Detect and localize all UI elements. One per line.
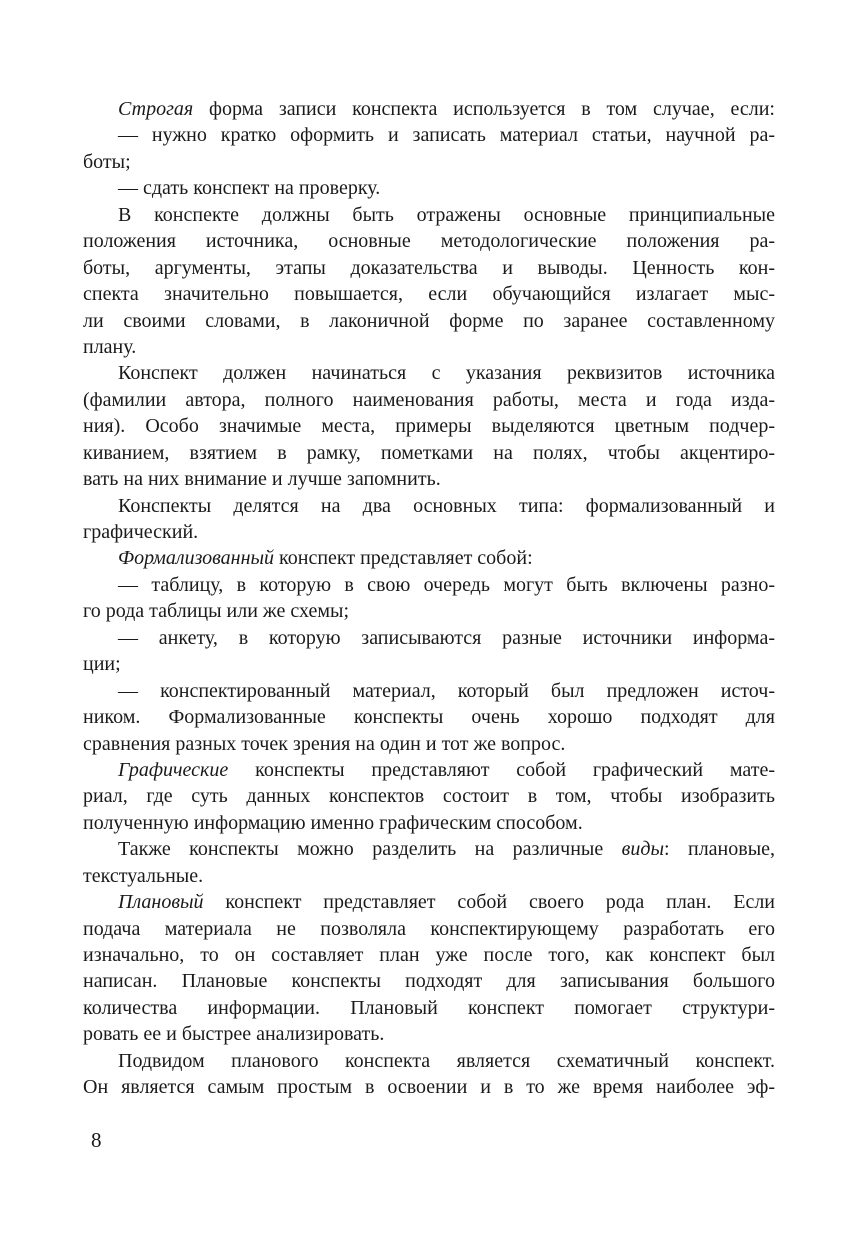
text-line: [83, 1021, 775, 1047]
text-line: [83, 836, 775, 862]
italic-text-segment: Строгая: [118, 98, 194, 120]
text-segment: : плановые,: [664, 838, 776, 861]
text-segment: вать на них внимание и лучше запомнить.: [83, 468, 441, 491]
text-line: [83, 1074, 775, 1100]
text-segment: — таблицу, в которую в свою очередь могут быть включены разно-: [118, 573, 775, 596]
text-segment: написан. Плановые конспекты подходят для записывания большого: [83, 970, 775, 993]
text-line: [83, 863, 775, 889]
text-line: [83, 1048, 775, 1074]
page-number: 8: [91, 1128, 102, 1152]
text-line: [83, 466, 775, 492]
text-segment: положения источника, основные методологические положения ра-: [83, 230, 775, 253]
text-segment: (фамилии автора, полного наименования работы, места и года изда-: [83, 388, 775, 411]
text-segment: форма записи конспекта используется в том случае, если:: [193, 98, 775, 120]
text-segment: полученную информацию именно графическим способом.: [83, 811, 583, 834]
text-line: [83, 704, 775, 730]
text-line: [83, 545, 775, 571]
text-line: [83, 678, 775, 704]
text-line: [83, 281, 775, 307]
text-line: [83, 942, 775, 968]
text-line: [83, 149, 775, 175]
text-line: [83, 175, 775, 201]
text-line: [83, 387, 775, 413]
text-line: [83, 334, 775, 360]
text-segment: киванием, взятием в рамку, пометками на полях, чтобы акцентиро-: [83, 441, 775, 464]
italic-text-segment: виды: [621, 838, 664, 861]
text-segment: — конспектированный материал, который был предложен источ-: [118, 679, 775, 702]
text-segment: сравнения разных точек зрения на один и тот же вопрос.: [83, 732, 566, 755]
text-line: [83, 255, 775, 281]
text-line: [83, 308, 775, 334]
text-segment: — анкету, в которую записываются разные источники информа-: [118, 626, 775, 649]
text-line: [83, 572, 775, 598]
text-segment: риал, где суть данных конспектов состоит в том, чтобы изобразить: [83, 785, 775, 808]
text-segment: Конспекты делятся на два основных типа: формализованный и: [118, 494, 775, 517]
text-segment: конспекты представляют собой графический мате-: [228, 758, 775, 781]
text-segment: го рода таблицы или же схемы;: [83, 600, 350, 623]
text-segment: — нужно кратко оформить и записать материал статьи, научной ра-: [118, 124, 775, 147]
text-line: [83, 440, 775, 466]
text-segment: Он является самым простым в освоении и в то же время наиболее эф-: [83, 1076, 775, 1099]
text-segment: Подвидом планового конспекта является схематичный конспект.: [118, 1049, 775, 1072]
text-segment: графический.: [83, 521, 199, 543]
text-line: [83, 122, 775, 148]
text-line: [83, 889, 775, 915]
text-segment: конспект представляет собой:: [274, 547, 533, 570]
page-text-block: [83, 96, 775, 1101]
text-segment: подача материала не позволяла конспектирующему разработать его: [83, 917, 775, 940]
text-line: [83, 493, 775, 519]
text-segment: количества информации. Плановый конспект помогает структури-: [83, 996, 775, 1019]
text-line: [83, 783, 775, 809]
text-segment: спекта значительно повышается, если обучающийся излагает мыс-: [83, 283, 775, 306]
text-segment: плану.: [83, 335, 137, 358]
text-segment: ником. Формализованные конспекты очень хорошо подходят для: [83, 706, 775, 729]
text-line: [83, 96, 775, 122]
text-segment: ния). Особо значимые места, примеры выделяются цветным подчер-: [83, 415, 775, 438]
text-line: [83, 651, 775, 677]
text-line: [83, 228, 775, 254]
italic-text-segment: Графические: [118, 758, 229, 781]
text-line: [83, 519, 775, 545]
text-line: [83, 995, 775, 1021]
text-segment: ровать ее и быстрее анализировать.: [83, 1023, 385, 1046]
text-line: [83, 916, 775, 942]
text-segment: ли своими словами, в лаконичной форме по заранее составленному: [83, 309, 775, 332]
text-segment: В конспекте должны быть отражены основные принципиальные: [118, 203, 775, 226]
text-line: [83, 360, 775, 386]
text-line: [83, 968, 775, 994]
text-line: [83, 810, 775, 836]
text-line: [83, 413, 775, 439]
text-line: [83, 757, 775, 783]
text-segment: текстуальные.: [83, 864, 204, 887]
text-segment: Также конспекты можно разделить на различные: [118, 838, 622, 861]
italic-text-segment: Плановый: [118, 891, 204, 914]
text-line: [83, 202, 775, 228]
text-line: [83, 625, 775, 651]
text-line: [83, 598, 775, 624]
text-segment: боты;: [83, 150, 131, 173]
text-segment: — сдать конспект на проверку.: [118, 177, 381, 200]
italic-text-segment: Формализованный: [118, 547, 275, 570]
text-segment: боты, аргументы, этапы доказательства и выводы. Ценность кон-: [83, 256, 775, 279]
text-segment: ции;: [83, 653, 121, 676]
text-segment: изначально, то он составляет план уже после того, как конспект был: [83, 944, 775, 966]
text-segment: Конспект должен начинаться с указания реквизитов источника: [118, 362, 775, 385]
text-segment: конспект представляет собой своего рода план. Если: [203, 891, 775, 914]
text-line: [83, 731, 775, 757]
